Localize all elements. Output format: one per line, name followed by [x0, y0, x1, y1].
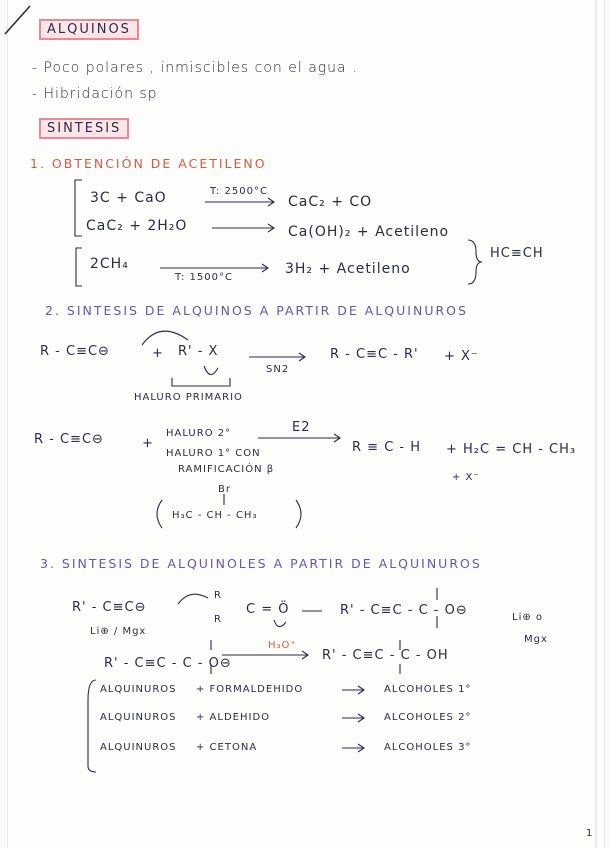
title-label: ALQUINOS — [39, 19, 139, 40]
s1-heading: 1. OBTENCIÓN DE ACETILENO — [30, 156, 267, 171]
s3-list-a-1: ALQUINUROS — [100, 684, 177, 695]
s2-b-plus: + — [142, 436, 154, 451]
s2-a-cond: SN2 — [266, 364, 290, 375]
s2-a-note: HALURO PRIMARIO — [134, 392, 243, 403]
s3-list-a-3: ALQUINUROS — [100, 742, 177, 753]
s2-a-reagent: R' - X — [178, 344, 219, 359]
s2-b-reag2: HALURO 1° CON — [166, 448, 261, 459]
s1-r1-cond: T: 2500°C — [210, 186, 268, 197]
s1-r2-left: CaC₂ + 2H₂O — [86, 218, 188, 234]
s2-b-struct: H₃C - CH - CH₃ — [172, 510, 258, 521]
s2-b-cond: E2 — [292, 420, 311, 435]
s2-b-reag1: HALURO 2° — [166, 428, 232, 439]
s3-li: Li⊕ o — [512, 612, 544, 623]
s3-r-top: R — [214, 590, 222, 601]
s3-h3o: H₃O⁺ — [268, 640, 297, 651]
s2-br: Br — [218, 484, 231, 495]
s2-b-reag3: RAMIFICACIÓN β — [178, 464, 275, 475]
s3-list-a-2: ALQUINUROS — [100, 712, 177, 723]
property-2: - Hibridación sp — [32, 86, 158, 102]
s2-a-right: R - C≡C - R' — [330, 347, 419, 362]
s2-b-extra2: + X⁻ — [452, 472, 480, 483]
s3-list-c-2: ALCOHOLES 2° — [384, 712, 472, 723]
s1-r1-right: CaC₂ + CO — [288, 194, 373, 210]
s3-list-c-1: ALCOHOLES 1° — [384, 684, 472, 695]
s2-heading: 2. SINTESIS DE ALQUINOS A PARTIR DE ALQUINUROS — [45, 303, 468, 318]
s1-r2-right: Ca(OH)₂ + Acetileno — [288, 224, 450, 240]
s2-b-extra: + H₂C = CH - CH₃ — [446, 442, 577, 457]
s2-a-extra: + X⁻ — [444, 349, 479, 364]
property-1: - Poco polares , inmiscibles con el agua . — [32, 60, 358, 76]
s2-b-right: R ≡ C - H — [352, 440, 421, 455]
s3-list-b-1: + FORMALDEHIDO — [196, 684, 304, 695]
s1-r1-left: 3C + CaO — [90, 190, 167, 206]
s3-list-b-3: + CETONA — [196, 742, 258, 753]
s3-carbonyl: C = Ö — [246, 602, 290, 617]
s3-inter: R' - C≡C - C - O⊖ — [340, 603, 468, 618]
page-number: 1 — [586, 828, 594, 839]
s3-list-c-3: ALCOHOLES 3° — [384, 742, 472, 753]
s3-mgx: Mgx — [524, 634, 548, 645]
s3-heading: 3. SINTESIS DE ALQUINOLES A PARTIR DE ALQUINUROS — [40, 556, 482, 571]
s3-r2-right: R' - C≡C - C - OH — [322, 648, 449, 663]
s3-list-b-2: + ALDEHIDO — [196, 712, 271, 723]
s3-r-left: R' - C≡C⊖ — [72, 600, 147, 615]
s1-r3-right: 3H₂ + Acetileno — [285, 261, 411, 277]
s2-a-left: R - C≡C⊖ — [40, 344, 110, 359]
s3-counter: Li⊕ / Mgx — [90, 626, 147, 637]
s2-b-left: R - C≡C⊖ — [34, 432, 104, 447]
section-sintesis: SINTESIS — [39, 118, 129, 139]
s3-r-bot: R — [214, 614, 222, 625]
s2-a-plus: + — [152, 346, 164, 361]
s1-r3-left: 2CH₄ — [90, 256, 129, 272]
s1-product: HC≡CH — [490, 246, 544, 261]
s1-r3-cond: T: 1500°C — [175, 272, 233, 283]
s3-r2-left: R' - C≡C - C - O⊖ — [104, 656, 232, 671]
